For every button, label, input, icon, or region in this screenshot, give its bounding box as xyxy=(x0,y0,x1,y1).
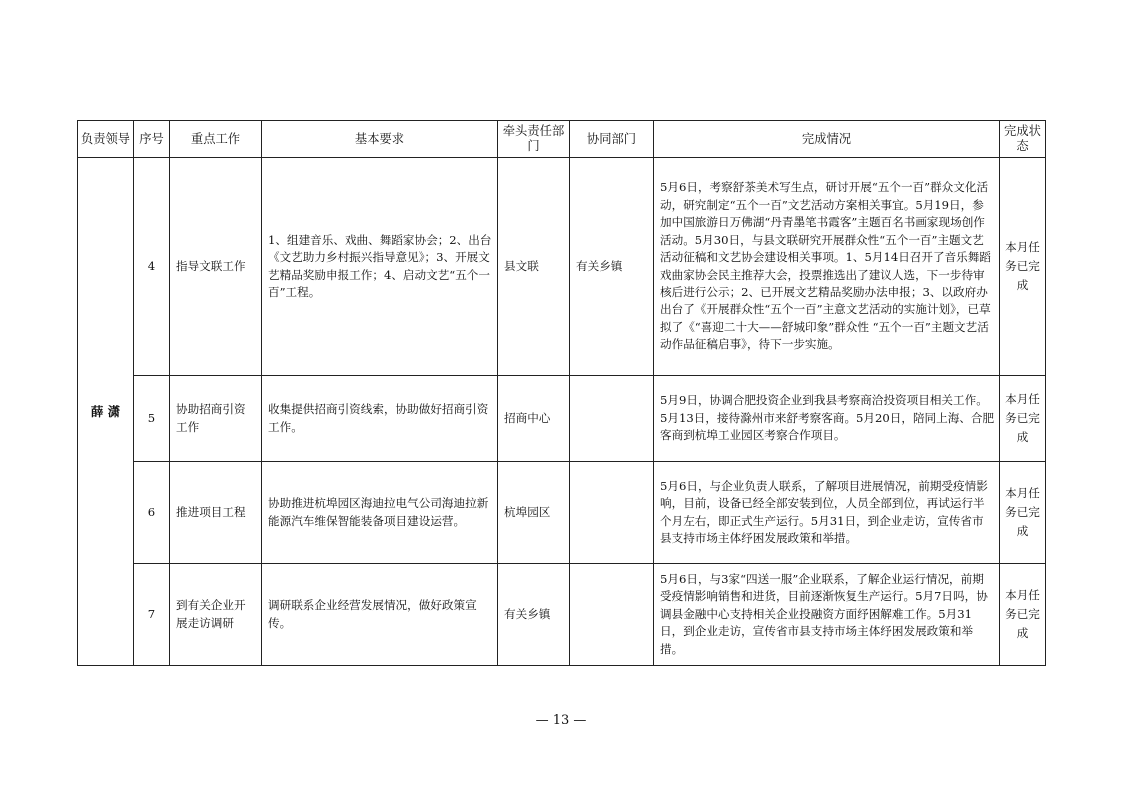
lead-department: 杭埠园区 xyxy=(498,462,570,564)
header-key-work: 重点工作 xyxy=(170,121,262,158)
assist-department: 有关乡镇 xyxy=(570,158,654,376)
table-row xyxy=(78,462,1046,564)
header-row xyxy=(78,121,1046,158)
status: 本月任务已完成 xyxy=(1000,376,1046,462)
status: 本月任务已完成 xyxy=(1000,158,1046,376)
header-lead-department: 牵头责任部门 xyxy=(498,121,570,158)
row-number: 7 xyxy=(134,564,170,666)
header-assist-department: 协同部门 xyxy=(570,121,654,158)
requirement: 协助推进杭埠园区海迪拉电气公司海迪拉新能源汽车维保智能装备项目建设运营。 xyxy=(262,462,498,564)
page-number: — 13 — xyxy=(535,713,587,728)
key-work: 指导文联工作 xyxy=(170,158,262,376)
table-row xyxy=(78,564,1046,666)
row-number: 5 xyxy=(134,376,170,462)
row-number: 4 xyxy=(134,158,170,376)
assist-department xyxy=(570,462,654,564)
progress: 5月6日，与3家“四送一服”企业联系，了解企业运行情况，前期受疫情影响销售和进货，目前逐渐恢复生产运行。5月7日吗，协调县金融中心支持相关企业投融资方面纾困解难工作。5月31日，到企业走访，宣传省市县支持市场主体纾困发展政策和举措。 xyxy=(654,564,1000,666)
leader-name: 薛 潇 xyxy=(78,158,134,666)
requirement: 1、组建音乐、戏曲、舞蹈家协会；2、出台《文艺助力乡村振兴指导意见》；3、开展文艺精品奖励申报工作；4、启动文艺“五个一百”工程。 xyxy=(262,158,498,376)
requirement: 调研联系企业经营发展情况，做好政策宣传。 xyxy=(262,564,498,666)
progress: 5月6日，与企业负责人联系，了解项目进展情况，前期受疫情影响，目前，设备已经全部安装到位，人员全部到位，再试运行半个月左右，即正式生产运行。5月31日，到企业走访，宣传省市县支持市场主体纾困发展政策和举措。 xyxy=(654,462,1000,564)
requirement: 收集提供招商引资线索，协助做好招商引资工作。 xyxy=(262,376,498,462)
assist-department xyxy=(570,564,654,666)
progress: 5月9日，协调合肥投资企业到我县考察商洽投资项目相关工作。5月13日，接待滁州市来舒考察客商。5月20日，陪同上海、合肥客商到杭埠工业园区考察合作项目。 xyxy=(654,376,1000,462)
key-work: 推进项目工程 xyxy=(170,462,262,564)
header-number: 序号 xyxy=(134,121,170,158)
lead-department: 招商中心 xyxy=(498,376,570,462)
header-leader: 负责领导 xyxy=(78,121,134,158)
header-status: 完成状态 xyxy=(1000,121,1046,158)
header-requirement: 基本要求 xyxy=(262,121,498,158)
key-work: 协助招商引资工作 xyxy=(170,376,262,462)
header-progress: 完成情况 xyxy=(654,121,1000,158)
table-row xyxy=(78,376,1046,462)
status: 本月任务已完成 xyxy=(1000,564,1046,666)
assist-department xyxy=(570,376,654,462)
status: 本月任务已完成 xyxy=(1000,462,1046,564)
row-number: 6 xyxy=(134,462,170,564)
progress: 5月6日，考察舒茶美术写生点，研讨开展“五个一百”群众文化活动，研究制定“五个一百”文艺活动方案相关事宜。5月19日，参加中国旅游日万佛湖“丹青墨笔书霞客”主题百名书画家现场创作活动。5月30日，与县文联研究开展群众性“五个一百”主题文艺活动征稿和文艺协会建设相关事项。1、5月14日召开了音乐舞蹈戏曲家协会民主推荐大会，投票推选出了建议人选，下一步待审核后进行公示；2、已开展文艺精品奖励办法申报；3、以政府办出台了《开展群众性“五个一百”主意文艺活动的实施计划》，已草拟了《“喜迎二十大——舒城印象”群众性 “五个一百”主题文艺活动作品征稿启事》，待下一步实施。 xyxy=(654,158,1000,376)
key-work: 到有关企业开展走访调研 xyxy=(170,564,262,666)
lead-department: 县文联 xyxy=(498,158,570,376)
work-progress-table xyxy=(77,120,1046,666)
table-row xyxy=(78,158,1046,376)
lead-department: 有关乡镇 xyxy=(498,564,570,666)
